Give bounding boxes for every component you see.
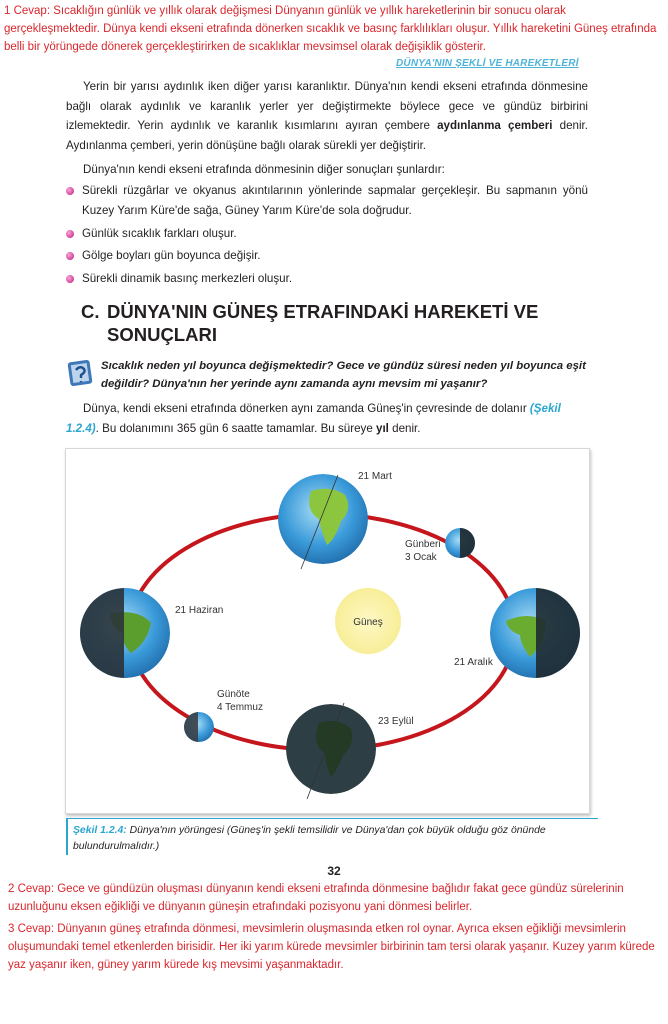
bullet-item: Günlük sıcaklık farkları oluşur.: [82, 224, 237, 244]
bullet-icon: [66, 275, 74, 283]
bullet-icon: [66, 187, 74, 195]
bullet-icon: [66, 252, 74, 260]
bullet-item: Sürekli rüzgârlar ve okyanus akıntılarının yönlerinde sapmalar gerçekleşir. Bu sapmanın yönü Kuzey Yarım Küre'de sağa, Güney Yarım Küre'de sola doğrudur.: [82, 181, 588, 220]
label-3-ocak: 3 Ocak: [405, 552, 437, 563]
label-23-eylul: 23 Eylül: [378, 716, 414, 727]
earth-december: [490, 586, 581, 681]
top-answer-block: [4, 2, 664, 70]
section-letter: C.: [81, 301, 100, 322]
label-gunote: Günöte: [217, 689, 250, 700]
paragraph-illumination: Yerin bir yarısı aydınlık iken diğer yarısı karanlıktır. Dünya'nın kendi ekseni etrafında dönmesine bağlı olarak aydınlık ve karanlık yerler yer değiştirmekte böylece gece ve gündüz birbirini izlemektedir. Yerin aydınlık ve karanlık kısımlarını ayıran çembere aydınlanma çemberi denir. Aydınlanma çemberi, yerin dönüşüne bağlı olarak sürekli yer değiştirir.: [66, 80, 588, 152]
earth-september: [286, 704, 376, 794]
orbit-figure: [65, 448, 590, 814]
figure-reference-link[interactable]: (Şekil 1.2.4): [66, 402, 561, 435]
earth-june: [79, 586, 170, 681]
label-4-temmuz: 4 Temmuz: [217, 702, 263, 713]
answer-3: 3 Cevap: Dünyanın güneş etrafında dönmesi, mevsimlerin oluşmasında etken rol oynar. Ayrıca eksen eğikliği mevsimlerin oluşumundaki temel etkenlerden birisidir. Her iki yarım kürede mevsimler birbirinin tam tersi olarak yaşanır. Kuzey yarım kürede yaz yaşanır iken, güney yarım kürede kış mevsimi yaşanmaktadır.: [8, 923, 655, 971]
label-21-haziran: 21 Haziran: [175, 605, 224, 616]
figure-caption: Şekil 1.2.4: Dünya'nın yörüngesi (Güneş'in şekli temsilidir ve Dünya'dan çok büyük olduğu göz önünde bulundurulmalıdır.): [66, 818, 598, 855]
earth-march: [278, 474, 368, 564]
label-21-mart: 21 Mart: [358, 471, 392, 482]
orbit-diagram: [66, 449, 589, 813]
answer-1: 1 Cevap: Sıcaklığın günlük ve yıllık olarak değişmesi Dünyanın günlük ve yıllık hareketlerinin bir sonucu olarak gerçekleşmektedir. Dünya kendi ekseni etrafında dönerken sıcaklık ve basınç farklılıkları oluşur. Yıllık hareketini Güneş etrafında belli bir yörüngede dönerek gerçekleştirirken de sıcaklıklar mevsimsel olarak değişiklik gösterir.: [4, 5, 657, 53]
label-gunberi: Günberi: [405, 539, 441, 550]
bullet-icon: [66, 230, 74, 238]
running-head: DÜNYA'NIN ŞEKLİ VE HAREKETLERİ: [396, 58, 579, 69]
label-gunes: Güneş: [353, 617, 383, 628]
answer-2: 2 Cevap: Gece ve gündüzün oluşması dünyanın kendi ekseni etrafında dönmesine bağlıdır fakat gece gündüz sürelerinin uzunluğunu eksen eğikliği ve dünyanın güneşin etrafındaki pozisyonu yani dönmesi belirler.: [8, 883, 624, 913]
bullet-item: Sürekli dinamik basınç merkezleri oluşur.: [82, 269, 292, 289]
question-text: Sıcaklık neden yıl boyunca değişmektedir? Gece ve gündüz süresi neden yıl boyunca eşit değildir? Dünya'nın her yerinde aynı zamanda aynı mevsim mi yaşanır?: [101, 360, 586, 390]
page-number: 32: [327, 864, 341, 878]
section-heading: DÜNYA'NIN GÜNEŞ ETRAFINDAKİ HAREKETİ VE SONUÇLARI: [107, 301, 539, 345]
label-21-aralik: 21 Aralık: [454, 657, 493, 668]
question-icon: [66, 358, 94, 388]
bottom-answer-block: [8, 880, 664, 974]
paragraph-year: Dünya, kendi ekseni etrafında dönerken aynı zamanda Güneş'in çevresinde de dolanır (Şekil 1.2.4). Bu dolanımını 365 gün 6 saatte tamamlar. Bu süreye yıl denir.: [66, 402, 561, 435]
bullet-item: Gölge boyları gün boyunca değişir.: [82, 246, 261, 266]
paragraph-results-intro: Dünya'nın kendi ekseni etrafında dönmesinin diğer sonuçları şunlardır:: [83, 163, 445, 176]
